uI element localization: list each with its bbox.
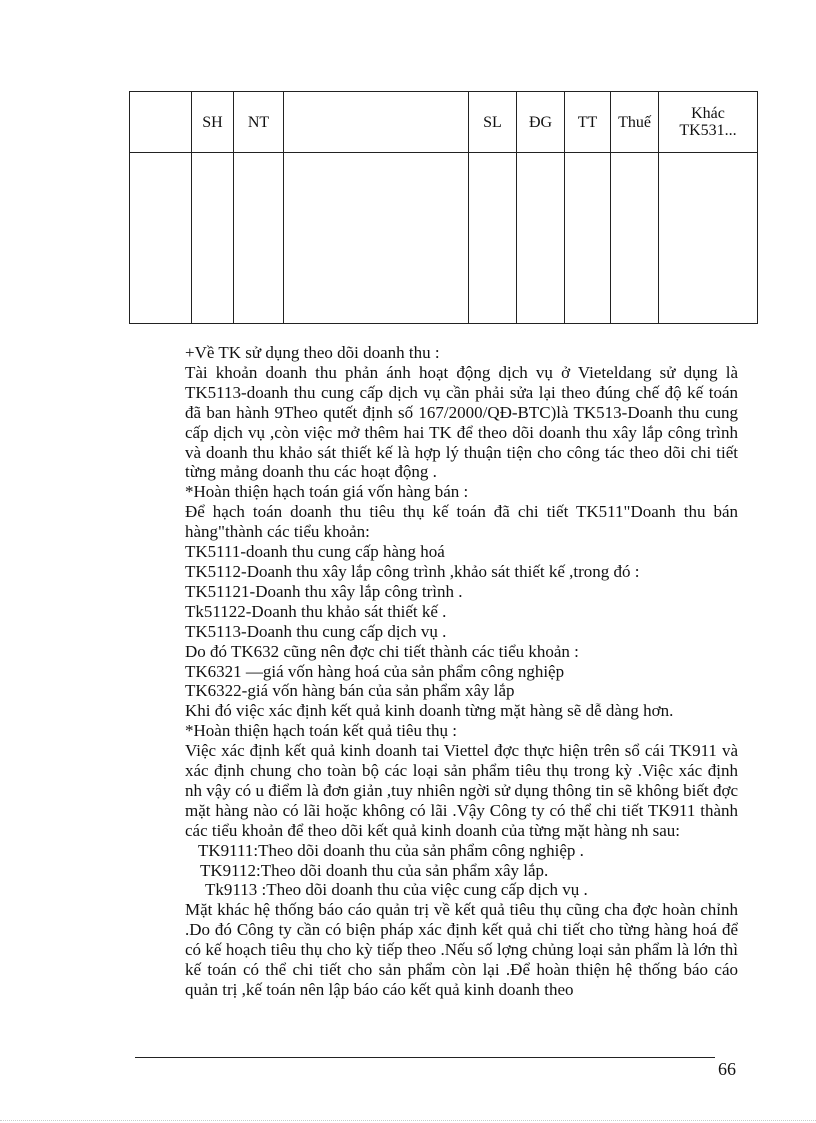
- paragraph: TK51121-Doanh thu xây lắp công trình .: [185, 581, 463, 601]
- table-cell: [517, 153, 565, 324]
- page-number: 66: [718, 1059, 736, 1079]
- paragraph: TK9112:Theo dõi doanh thu của sản phẩm xây lắp.: [200, 860, 549, 880]
- paragraph: *Hoàn thiện hạch toán kết quả tiêu thụ :: [185, 721, 457, 741]
- paragraph: +Về TK sử dụng theo dõi doanh thu :: [185, 343, 440, 362]
- header-cell-sl: SL: [469, 92, 517, 153]
- paragraph: Do đó TK632 cũng nên đợc chi tiết thành các tiểu khoản :: [185, 641, 579, 661]
- header-cell-nt: NT: [234, 92, 284, 153]
- table-cell: [611, 153, 659, 324]
- paragraph: TK6322-giá vốn hàng bán của sản phẩm xây lắp: [185, 681, 515, 701]
- table-cell: [192, 153, 234, 324]
- paragraph: Tk9113 :Theo dõi doanh thu của việc cung cấp dịch vụ .: [205, 880, 588, 900]
- paragraph: TK9111:Theo dõi doanh thu của sản phẩm công nghiệp .: [198, 840, 584, 860]
- paragraph: TK5113-Doanh thu cung cấp dịch vụ .: [185, 621, 447, 641]
- table-cell: [234, 153, 284, 324]
- table-cell: [659, 153, 758, 324]
- paragraph: Khi đó việc xác định kết quả kinh doanh từng mặt hàng sẽ dễ dàng hơn.: [185, 701, 674, 721]
- header-cell-khac: Khác TK531...: [659, 92, 758, 153]
- table-cell: [565, 153, 611, 324]
- paragraph: Để hạch toán doanh thu tiêu thụ kế toán đã chi tiết TK511"Doanh thu bán hàng"thành các tiểu khoản:: [185, 502, 738, 542]
- table-header-row: [130, 92, 758, 153]
- paragraph: Mặt khác hệ thống báo cáo quản trị về kết quả tiêu thụ cũng cha đợc hoàn chỉnh .Do đó Công ty cần có biện pháp xác định kết quả chi tiết cho từng hàng hoá để có kế hoạch tiêu thụ cho kỳ tiếp theo .Nếu số lợng chủng loại sản phẩm là lớn thì kế toán có thể chi tiết cho sản phẩm còn lại .Để hoàn thiện hệ thống báo cáo quản trị ,kế toán nên lập báo cáo kết quả kinh doanh theo: [185, 900, 738, 999]
- footer-divider: [135, 1057, 715, 1058]
- body-text: [135, 343, 738, 1000]
- header-cell-thue: Thuế: [611, 92, 659, 153]
- paragraph: Tk51122-Doanh thu khảo sát thiết kế .: [185, 601, 447, 621]
- table-cell: [130, 153, 192, 324]
- paragraph: Tài khoản doanh thu phản ánh hoạt động dịch vụ ở Vieteldang sử dụng là TK5113-doanh thu cung cấp dịch vụ cần phải sửa lại theo đúng chế độ kế toán đã ban hành 9Theo qutết định số 167/2000/QĐ-BTC)là TK513-Doanh thu cung cấp dịch vụ ,còn việc mở thêm hai TK để theo dõi doanh thu xây lắp công trình và doanh thu khảo sát thiết kế là hợp lý thuận tiện cho công tác theo dõi chi tiết từng mảng doanh thu các hoạt động .: [185, 362, 738, 482]
- paragraph: TK5112-Doanh thu xây lắp công trình ,khảo sát thiết kế ,trong đó :: [185, 561, 640, 581]
- header-cell-tt: TT: [565, 92, 611, 153]
- paragraph: Việc xác định kết quả kinh doanh tai Viettel đợc thực hiện trên sổ cái TK911 và xác định chung cho toàn bộ các loại sản phẩm tiêu thụ trong kỳ .Việc xác định nh vậy có u điểm là đơn giản ,tuy nhiên ngời sử dụng thông tin sẽ không biết đợc mặt hàng nào có lãi hoặc không có lãi .Vậy Công ty có thể chi tiết TK911 thành các tiểu khoản để theo dõi kết quả kinh doanh của từng mặt hàng nh sau:: [185, 741, 738, 840]
- header-cell-sh: SH: [192, 92, 234, 153]
- paragraph: TK5111-doanh thu cung cấp hàng hoá: [185, 542, 445, 562]
- header-cell-dg: ĐG: [517, 92, 565, 153]
- header-cell: [130, 92, 192, 153]
- table-cell: [469, 153, 517, 324]
- ledger-table: [129, 91, 758, 324]
- table-body-row: [130, 153, 758, 324]
- table-cell: [284, 153, 469, 324]
- paragraph: *Hoàn thiện hạch toán giá vốn hàng bán :: [185, 482, 469, 502]
- header-cell: [284, 92, 469, 153]
- paragraph: TK6321 —giá vốn hàng hoá của sản phẩm công nghiệp: [185, 661, 565, 681]
- page-edge-divider: [0, 1120, 816, 1121]
